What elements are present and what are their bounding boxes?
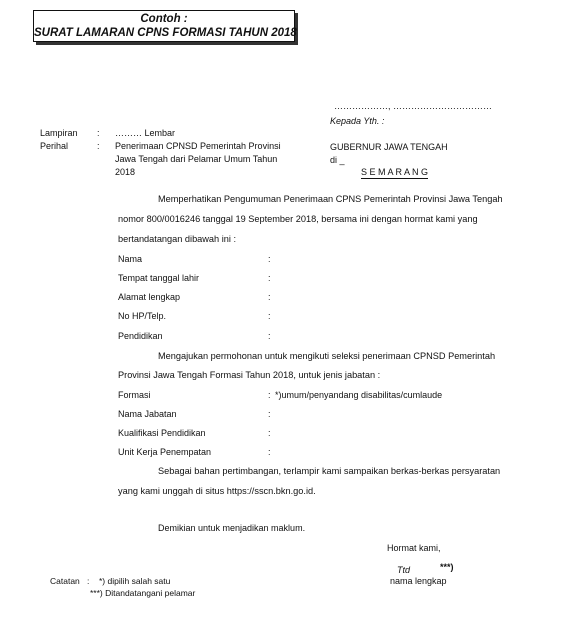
field-alamat-colon: : bbox=[268, 292, 271, 302]
lampiran-label: Lampiran bbox=[40, 128, 78, 138]
apply-line-1: Mengajukan permohonan untuk mengikuti seleksi penerimaan CPNSD Pemerintah bbox=[158, 351, 496, 361]
consider-line-2: yang kami unggah di situs https://sscn.bkn.go.id. bbox=[118, 486, 316, 496]
perihal-colon: : bbox=[97, 141, 100, 151]
field-formasi-value: *)umum/penyandang disabilitas/cumlaude bbox=[275, 390, 443, 400]
field-pendidikan-label: Pendidikan bbox=[118, 331, 163, 341]
title-main: SURAT LAMARAN CPNS FORMASI TAHUN 2018 bbox=[34, 27, 297, 39]
field-ttl-label: Tempat tanggal lahir bbox=[118, 273, 200, 283]
field-pendidikan-colon: : bbox=[268, 331, 271, 341]
field-unit-kerja-colon: : bbox=[268, 447, 271, 457]
field-kualifikasi-colon: : bbox=[268, 428, 271, 438]
field-jabatan-colon: : bbox=[268, 409, 271, 419]
document-title-box bbox=[33, 10, 295, 42]
date-line: ………………, …………………………… bbox=[334, 101, 493, 111]
perihal-line-3: 2018 bbox=[115, 167, 136, 177]
field-hp-colon: : bbox=[268, 311, 271, 321]
kepada-label: Kepada Yth. : bbox=[330, 116, 385, 126]
field-formasi-label: Formasi bbox=[118, 390, 151, 400]
intro-line-2: nomor 800/0016246 tanggal 19 September 2018, bersama ini dengan hormat kami yang bbox=[118, 214, 478, 224]
perihal-label: Perihal bbox=[40, 141, 69, 151]
lampiran-colon: : bbox=[97, 128, 100, 138]
catatan-label: Catatan bbox=[50, 576, 80, 586]
recipient-city: S E M A R A N G bbox=[361, 167, 429, 177]
title-contoh: Contoh : bbox=[140, 13, 188, 25]
consider-line-1: Sebagai bahan pertimbangan, terlampir kami sampaikan berkas-berkas persyaratan bbox=[158, 466, 501, 476]
intro-line-1: Memperhatikan Pengumuman Penerimaan CPNS Pemerintah Provinsi Jawa Tengah bbox=[158, 194, 503, 204]
intro-line-3: bertandatangan dibawah ini : bbox=[118, 234, 236, 244]
field-nama-label: Nama bbox=[118, 254, 143, 264]
catatan-note-1: *) dipilih salah satu bbox=[99, 576, 171, 586]
field-kualifikasi-label: Kualifikasi Pendidikan bbox=[118, 428, 206, 438]
signature-ttd: Ttd bbox=[397, 565, 411, 575]
closing-text: Demikian untuk menjadikan maklum. bbox=[158, 523, 306, 533]
catatan-note-2: ***) Ditandatangani pelamar bbox=[90, 588, 196, 598]
recipient-name: GUBERNUR JAWA TENGAH bbox=[330, 142, 448, 152]
field-hp-label: No HP/Telp. bbox=[118, 311, 167, 321]
catatan-colon: : bbox=[87, 576, 90, 586]
field-ttl-colon: : bbox=[268, 273, 271, 283]
lampiran-value: ……… Lembar bbox=[115, 128, 176, 138]
perihal-line-1: Penerimaan CPNSD Pemerintah Provinsi bbox=[115, 141, 281, 151]
signature-hormat: Hormat kami, bbox=[387, 543, 441, 553]
field-nama-colon: : bbox=[268, 254, 271, 264]
field-jabatan-label: Nama Jabatan bbox=[118, 409, 177, 419]
field-formasi-colon: : bbox=[268, 390, 271, 400]
signature-name: nama lengkap bbox=[390, 576, 447, 586]
perihal-line-2: Jawa Tengah dari Pelamar Umum Tahun bbox=[115, 154, 278, 164]
signature-ttd-mark: ***) bbox=[440, 562, 454, 572]
recipient-di: di _ bbox=[330, 155, 345, 165]
apply-line-2: Provinsi Jawa Tengah Formasi Tahun 2018, untuk jenis jabatan : bbox=[118, 370, 381, 380]
field-alamat-label: Alamat lengkap bbox=[118, 292, 181, 302]
field-unit-kerja-label: Unit Kerja Penempatan bbox=[118, 447, 212, 457]
